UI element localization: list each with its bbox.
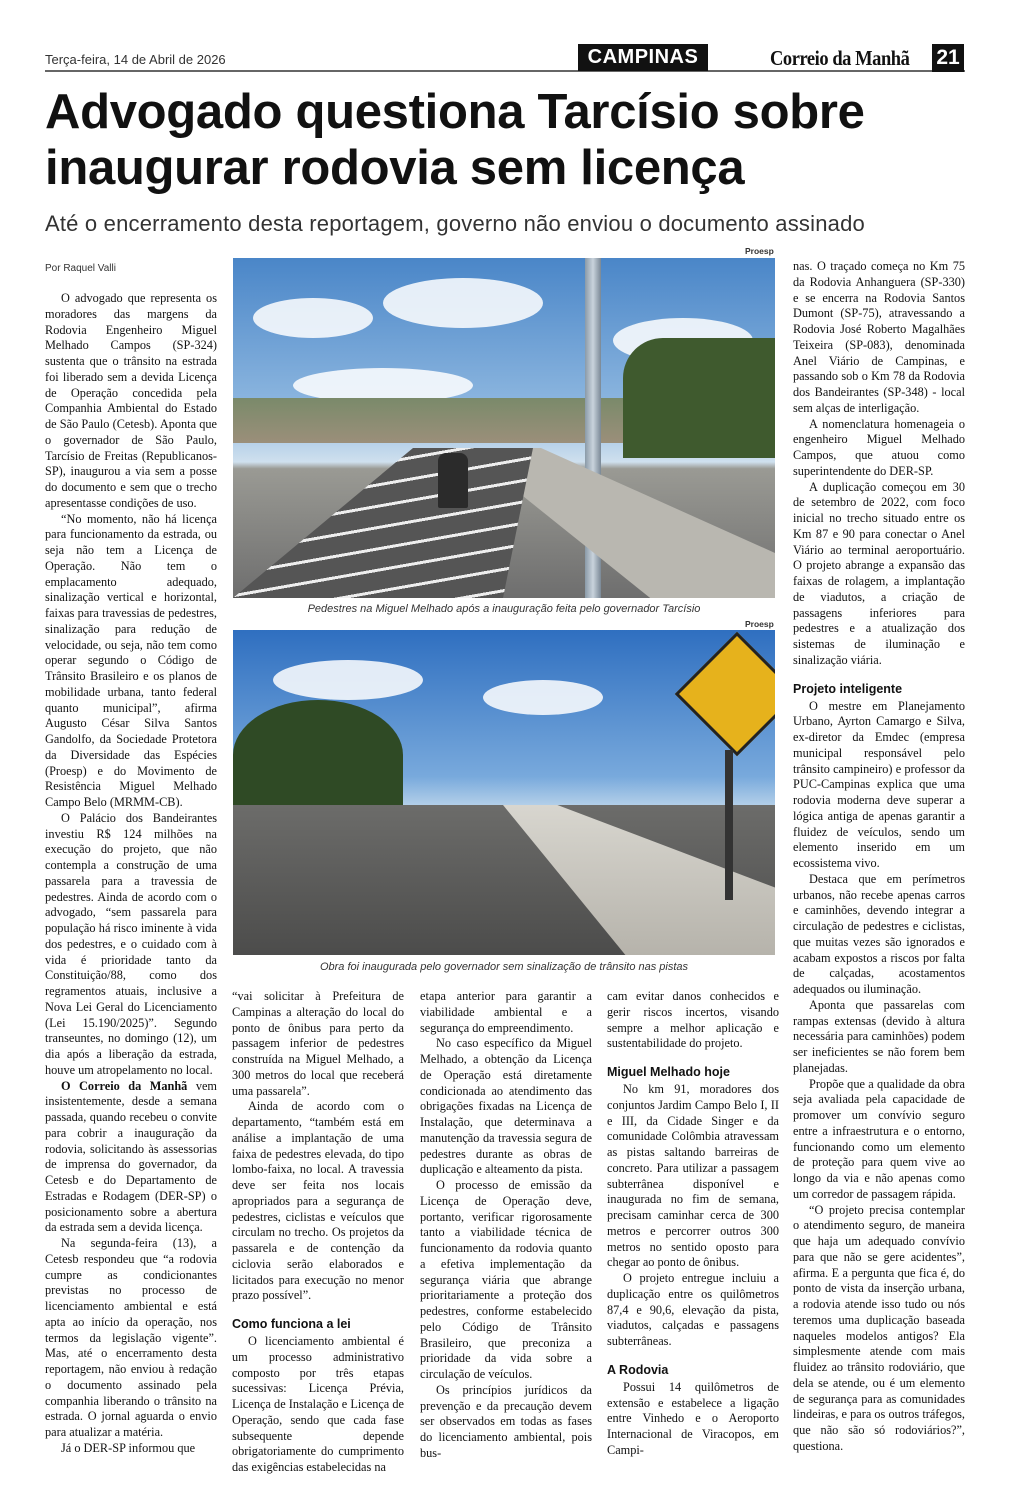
paragraph: “O projeto precisa contemplar o atendimento seguro, de maneira que haja um adequado convívio para que não se gere acidentes”, afirma. E a pergunta que fica é, do ponto de vista da inserção urbana, a rodovia atende isso tudo ou nós teremos uma duplicação baseada naqueles modelos antigos? Ela simplesmente atende com mais fluidez ao trânsito rodoviário, que dela se atende, ou é um elemento de segurança para as comunidades lindeiras, e para os outros tráfegos, que não são só rodoviários?”, questiona.	[793, 1202, 965, 1453]
paragraph: Aponta que passarelas com rampas extensas (devido à altura necessária para caminhões) podem ser ineficientes se não forem bem planejadas.	[793, 997, 965, 1075]
paragraph: No km 91, moradores dos conjuntos Jardim Campo Belo I, II e III, da Cidade Singer e da comunidade Colômbia atravessam as pistas saltando barreiras de concreto. Para utilizar a passagem subterrânea disponível e inaugurada no fim de semana, precisam caminhar cerca de 300 metros e percorrer outros 300 metros no sentido oposto para chegar ao ponto de ônibus.	[607, 1082, 779, 1270]
paragraph: No caso específico da Miguel Melhado, a obtenção da Licença de Operação está diretamente condicionada ao atendimento das obrigações fixadas na Licença de Instalação, que determinava a manutenção da travessia segura de pedestres durante as obras de duplicação e alteamento da pista.	[420, 1036, 592, 1177]
paragraph: Possui 14 quilômetros de extensão e estabelece a ligação entre Vinhedo e o Aeroporto Internacional de Viracopos, em Campi-	[607, 1379, 779, 1457]
newspaper-logo: Correio da Manhã	[770, 46, 910, 70]
subheading: A Rodovia	[607, 1362, 669, 1377]
subheading: Projeto inteligente	[793, 681, 903, 696]
paragraph: O Palácio dos Bandeirantes investiu R$ 124 milhões na execução do projeto, que não contempla a construção de uma passarela para a travessia de pedestres. Ainda de acordo com o advogado, “sem passarela para população há risco iminente à vida dos pedestres, e o cuidado com à vida é prioridade tanto da Constituição/88, como dos regramentos atuais, inclusive a Nova Lei Geral do Licenciamento (Lei 15.190/2025)”. Segundo transeuntes, no domingo (12), um dia após a liberação da estrada, houve um atropelamento no local.	[45, 810, 217, 1077]
paragraph: O advogado que representa os moradores das margens da Rodovia Engenheiro Miguel Melhado Campos (SP-324) sustenta que o trânsito na estrada foi liberado sem a devida Licença de Operação concedida pela Companhia Ambiental do Estado de São Paulo (Cetesb). Aponta que o governador de São Paulo, Tarcísio de Freitas (Republicanos-SP), inaugurou a via sem a posse do documento e sem que o trecho apresentasse condições de uso.	[45, 291, 217, 510]
article-column-3	[420, 989, 592, 1462]
paragraph: Propõe que a qualidade da obra seja avaliada pela capacidade de promover um convívio seguro entre a infraestrutura e o entorno, funcionando como um elemento de proteção para quem vive ao longo da via e não apenas como um corredor de passagem rápida.	[793, 1076, 965, 1201]
paragraph: Destaca que em perímetros urbanos, não recebe apenas carros e caminhões, devendo integrar a circulação de pedestres e ciclistas, que muitas vezes são ignorados e acabam expostos a riscos por falta de calçadas, acostamentos adequados ou iluminação.	[793, 871, 965, 996]
paragraph: O projeto entregue incluiu a duplicação entre os quilômetros 87,4 e 90,6, elevação da pista, viadutos, calçadas e passagens subterrâneas.	[607, 1271, 779, 1348]
photo-credit: Proesp	[745, 246, 774, 256]
article-column-5	[793, 259, 965, 1455]
photo-caption: Pedestres na Miguel Melhado após a inauguração feita pelo governador Tarcísio	[307, 603, 701, 615]
paragraph: A nomenclatura homenageia o engenheiro Miguel Melhado Campos, que atuou como superintendente do DER-SP.	[793, 416, 965, 478]
article-column-1	[45, 291, 217, 1457]
article-column-2	[232, 989, 404, 1476]
byline: Por Raquel Valli	[45, 263, 116, 274]
paragraph: Ainda de acordo com o departamento, “também está em análise a implantação de uma faixa de pedestres elevada, do tipo lombo-faixa, no local. A travessia deve ser feita nos locais apropriados para a segurança de pedestres, ciclistas e veículos que circulam no trecho. Os projetos da passarela e de contenção da ciclovia serão elaborados e licitados para execução no menor prazo possível”.	[232, 1099, 404, 1303]
paragraph: A duplicação começou em 30 de setembro de 2022, com foco inicial no trecho situado entre os Km 87 e 90 para conectar o Anel Viário ao terminal aeroportuário. O projeto abrange a expansão das faixas de rolagem, a implantação de viadutos, a criação de passagens inferiores para pedestres e a atualização dos sistemas de iluminação e sinalização viária.	[793, 479, 965, 667]
paragraph: etapa anterior para garantir a viabilidade ambiental e a segurança do empreendimento.	[420, 989, 592, 1035]
page-number: 21	[932, 44, 964, 72]
paragraph: Já o DER-SP informou que	[61, 1440, 196, 1455]
paragraph	[45, 1079, 217, 1237]
subtitle: Até o encerramento desta reportagem, governo não enviou o documento assinado	[45, 211, 865, 236]
photo-pedestrians-highway	[233, 258, 775, 598]
paragraph: cam evitar danos conhecidos e gerir riscos incertos, visando sempre a melhor aplicação e sustentabilidade do projeto.	[607, 989, 779, 1051]
photo-highway-no-signage	[233, 630, 775, 955]
paragraph: Na segunda-feira (13), a Cetesb respondeu que “a rodovia cumpre as condicionantes previstas no processo de licenciamento ambiental e está apta ao início da operação, nos termos da legislação vigente”. Mas, até o encerramento desta reportagem, não enviou à redação o documento assinado pela companhia liberando o trânsito na estrada. O jornal aguarda o envio para atualizar a matéria.	[45, 1236, 217, 1439]
headline: Advogado questiona Tarcísio sobre inaugurar rodovia sem licença	[45, 85, 865, 195]
article-column-4	[607, 989, 779, 1459]
paragraph: O licenciamento ambiental é um processo administrativo composto por três etapas sucessivas: Licença Prévia, Licença de Instalação e Licença de Operação, sendo que cada fase subsequente depende obrigatoriamente do cumprimento das exigências estabelecidas na	[232, 1334, 404, 1474]
paragraph-text: vem insistentemente, desde a semana passada, quando recebeu o convite para cobrir a inauguração da rodovia, solicitando às assessorias de imprensa do governador, da Cetesb e do Departamento de Estradas e Rodagem (DER-SP) o posicionamento sobre a abertura da estrada sem a devida licença.	[45, 1078, 217, 1235]
photo-caption: Obra foi inaugurada pelo governador sem sinalização de trânsito nas pistas	[319, 961, 689, 973]
photo-credit: Proesp	[745, 619, 774, 629]
paragraph: O mestre em Planejamento Urbano, Ayrton Camargo e Silva, ex-diretor da Emdec (empresa municipal responsável pelo trânsito campineiro) e professor da PUC-Campinas explica que uma rodovia moderna deve superar a lógica antiga de apenas garantir a fluidez de veículos, sendo um elemento inserido em um ecossistema vivo.	[793, 698, 965, 870]
paragraph: “vai solicitar à Prefeitura de Campinas a alteração do local do ponto de ônibus para perto da passagem inferior de pedestres construída na Miguel Melhado, a 300 metros do local que receberá uma passarela”.	[232, 989, 404, 1098]
paragraph: nas. O traçado começa no Km 75 da Rodovia Anhanguera (SP-330) e se encerra na Rodovia Santos Dumont (SP-75), atravessando a Rodovia José Roberto Magalhães Teixeira (SP-083), denominada Anel Viário de Campinas, e passando sob o Km 78 da Rodovia dos Bandeirantes (SP-348) - local sem alças de interligação.	[793, 259, 965, 415]
paragraph-lead: O Correio da Manhã	[61, 1078, 188, 1093]
paragraph: Os princípios jurídicos da prevenção e da precaução devem ser observados em todas as fases do licenciamento ambiental, pois bus-	[420, 1382, 592, 1460]
paragraph: “No momento, não há licença para funcionamento da estrada, ou seja não tem a Licença de Operação. Não tem o emplacamento adequado, sinalização vertical e horizontal, faixas para travessias de pedestres, sinalização para redução de velocidade, ou seja, não tem como operar segundo o Código de Trânsito Brasileiro e os planos de mobilidade urbana, tanto federal quanto municipal”, afirma Augusto César Silva Santos Gandolfo, da Sociedade Protetora da Diversidade das Espécies (Proesp) e do Movimento de Resistência Miguel Melhado Campo Belo (MRMM-CB).	[45, 511, 217, 809]
section-label: CAMPINAS	[578, 44, 708, 71]
subheading: Miguel Melhado hoje	[607, 1065, 730, 1079]
paragraph: O processo de emissão da Licença de Operação deve, portanto, verificar rigorosamente tanto a viabilidade técnica de funcionamento da rodovia quanto a efetiva implementação da segurança viária que abrange prioritariamente a proteção dos pedestres, conforme estabelecido pelo Código de Trânsito Brasileiro, que preconiza a prioridade da vida sobre a circulação de veículos.	[420, 1178, 592, 1381]
subheading: Como funciona a lei	[232, 1317, 351, 1331]
issue-date: Terça-feira, 14 de Abril de 2026	[45, 52, 226, 67]
